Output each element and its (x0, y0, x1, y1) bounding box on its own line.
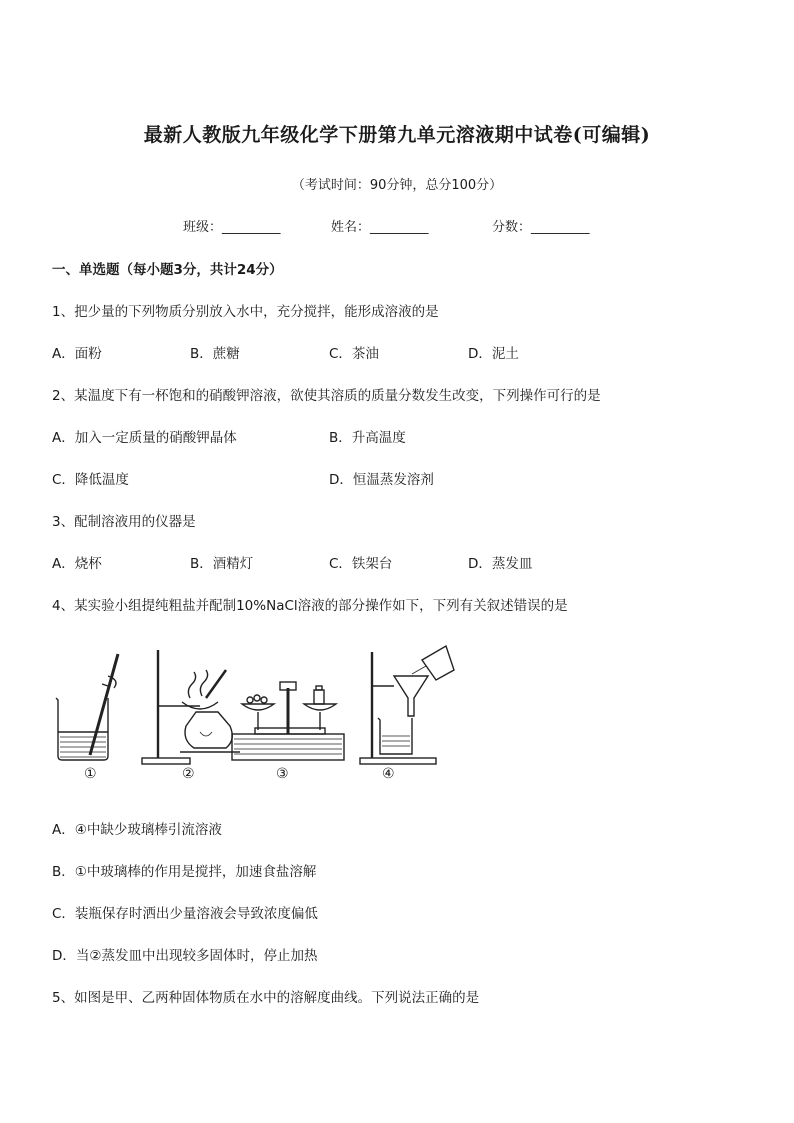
question-4-option-a: A．④中缺少玻璃棒引流溶液 (52, 822, 222, 838)
question-1-option-d: D．泥土 (468, 346, 519, 362)
question-4-stem: 4、某实验小组提纯粗盐并配制10%NaCl溶液的部分操作如下，下列有关叙述错误的是 (52, 598, 568, 614)
question-3-stem: 3、配制溶液用的仪器是 (52, 514, 196, 530)
page-title: 最新人教版九年级化学下册第九单元溶液期中试卷(可编辑) (143, 124, 651, 146)
question-1-option-c: C．茶油 (329, 346, 379, 362)
exam-time-note: （考试时间：90分钟，总分100分） (291, 178, 503, 193)
experiment-figure (50, 640, 470, 788)
question-1-option-b: B．蔗糖 (190, 346, 240, 362)
question-1-option-a: A．面粉 (52, 346, 102, 362)
question-1-stem: 1、把少量的下列物质分别放入水中，充分搅拌，能形成溶液的是 (52, 304, 439, 320)
section-heading: 一、单选题（每小题3分，共计24分） (52, 262, 283, 278)
question-2-option-c: C．降低温度 (52, 472, 129, 488)
figure-label-1: ① (84, 766, 97, 782)
balance-illustration (232, 682, 344, 760)
class-field: 班级：_________ (183, 220, 281, 235)
experiment-illustration (50, 640, 470, 788)
filtration-illustration (360, 646, 454, 764)
figure-label-3: ③ (276, 766, 289, 782)
question-4-option-b: B．①中玻璃棒的作用是搅拌，加速食盐溶解 (52, 864, 317, 880)
question-3-option-b: B．酒精灯 (190, 556, 254, 572)
question-2-option-a: A．加入一定质量的硝酸钾晶体 (52, 430, 237, 446)
question-3-option-d: D．蒸发皿 (468, 556, 533, 572)
question-3-option-a: A．烧杯 (52, 556, 102, 572)
question-2-stem: 2、某温度下有一杯饱和的硝酸钾溶液，欲使其溶质的质量分数发生改变，下列操作可行的是 (52, 388, 601, 404)
question-4-option-c: C．装瓶保存时洒出少量溶液会导致浓度偏低 (52, 906, 318, 922)
question-3-option-c: C．铁架台 (329, 556, 393, 572)
figure-label-4: ④ (382, 766, 395, 782)
evaporation-illustration (142, 650, 240, 764)
question-4-option-d: D．当②蒸发皿中出现较多固体时，停止加热 (52, 948, 318, 964)
question-5-stem: 5、如图是甲、乙两种固体物质在水中的溶解度曲线。下列说法正确的是 (52, 990, 480, 1006)
name-field: 姓名：_________ (331, 220, 429, 235)
question-2-option-d: D．恒温蒸发溶剂 (329, 472, 434, 488)
question-2-option-b: B．升高温度 (329, 430, 406, 446)
beaker-stirring-illustration (56, 654, 118, 760)
figure-label-2: ② (182, 766, 195, 782)
score-field: 分数：_________ (492, 220, 590, 235)
